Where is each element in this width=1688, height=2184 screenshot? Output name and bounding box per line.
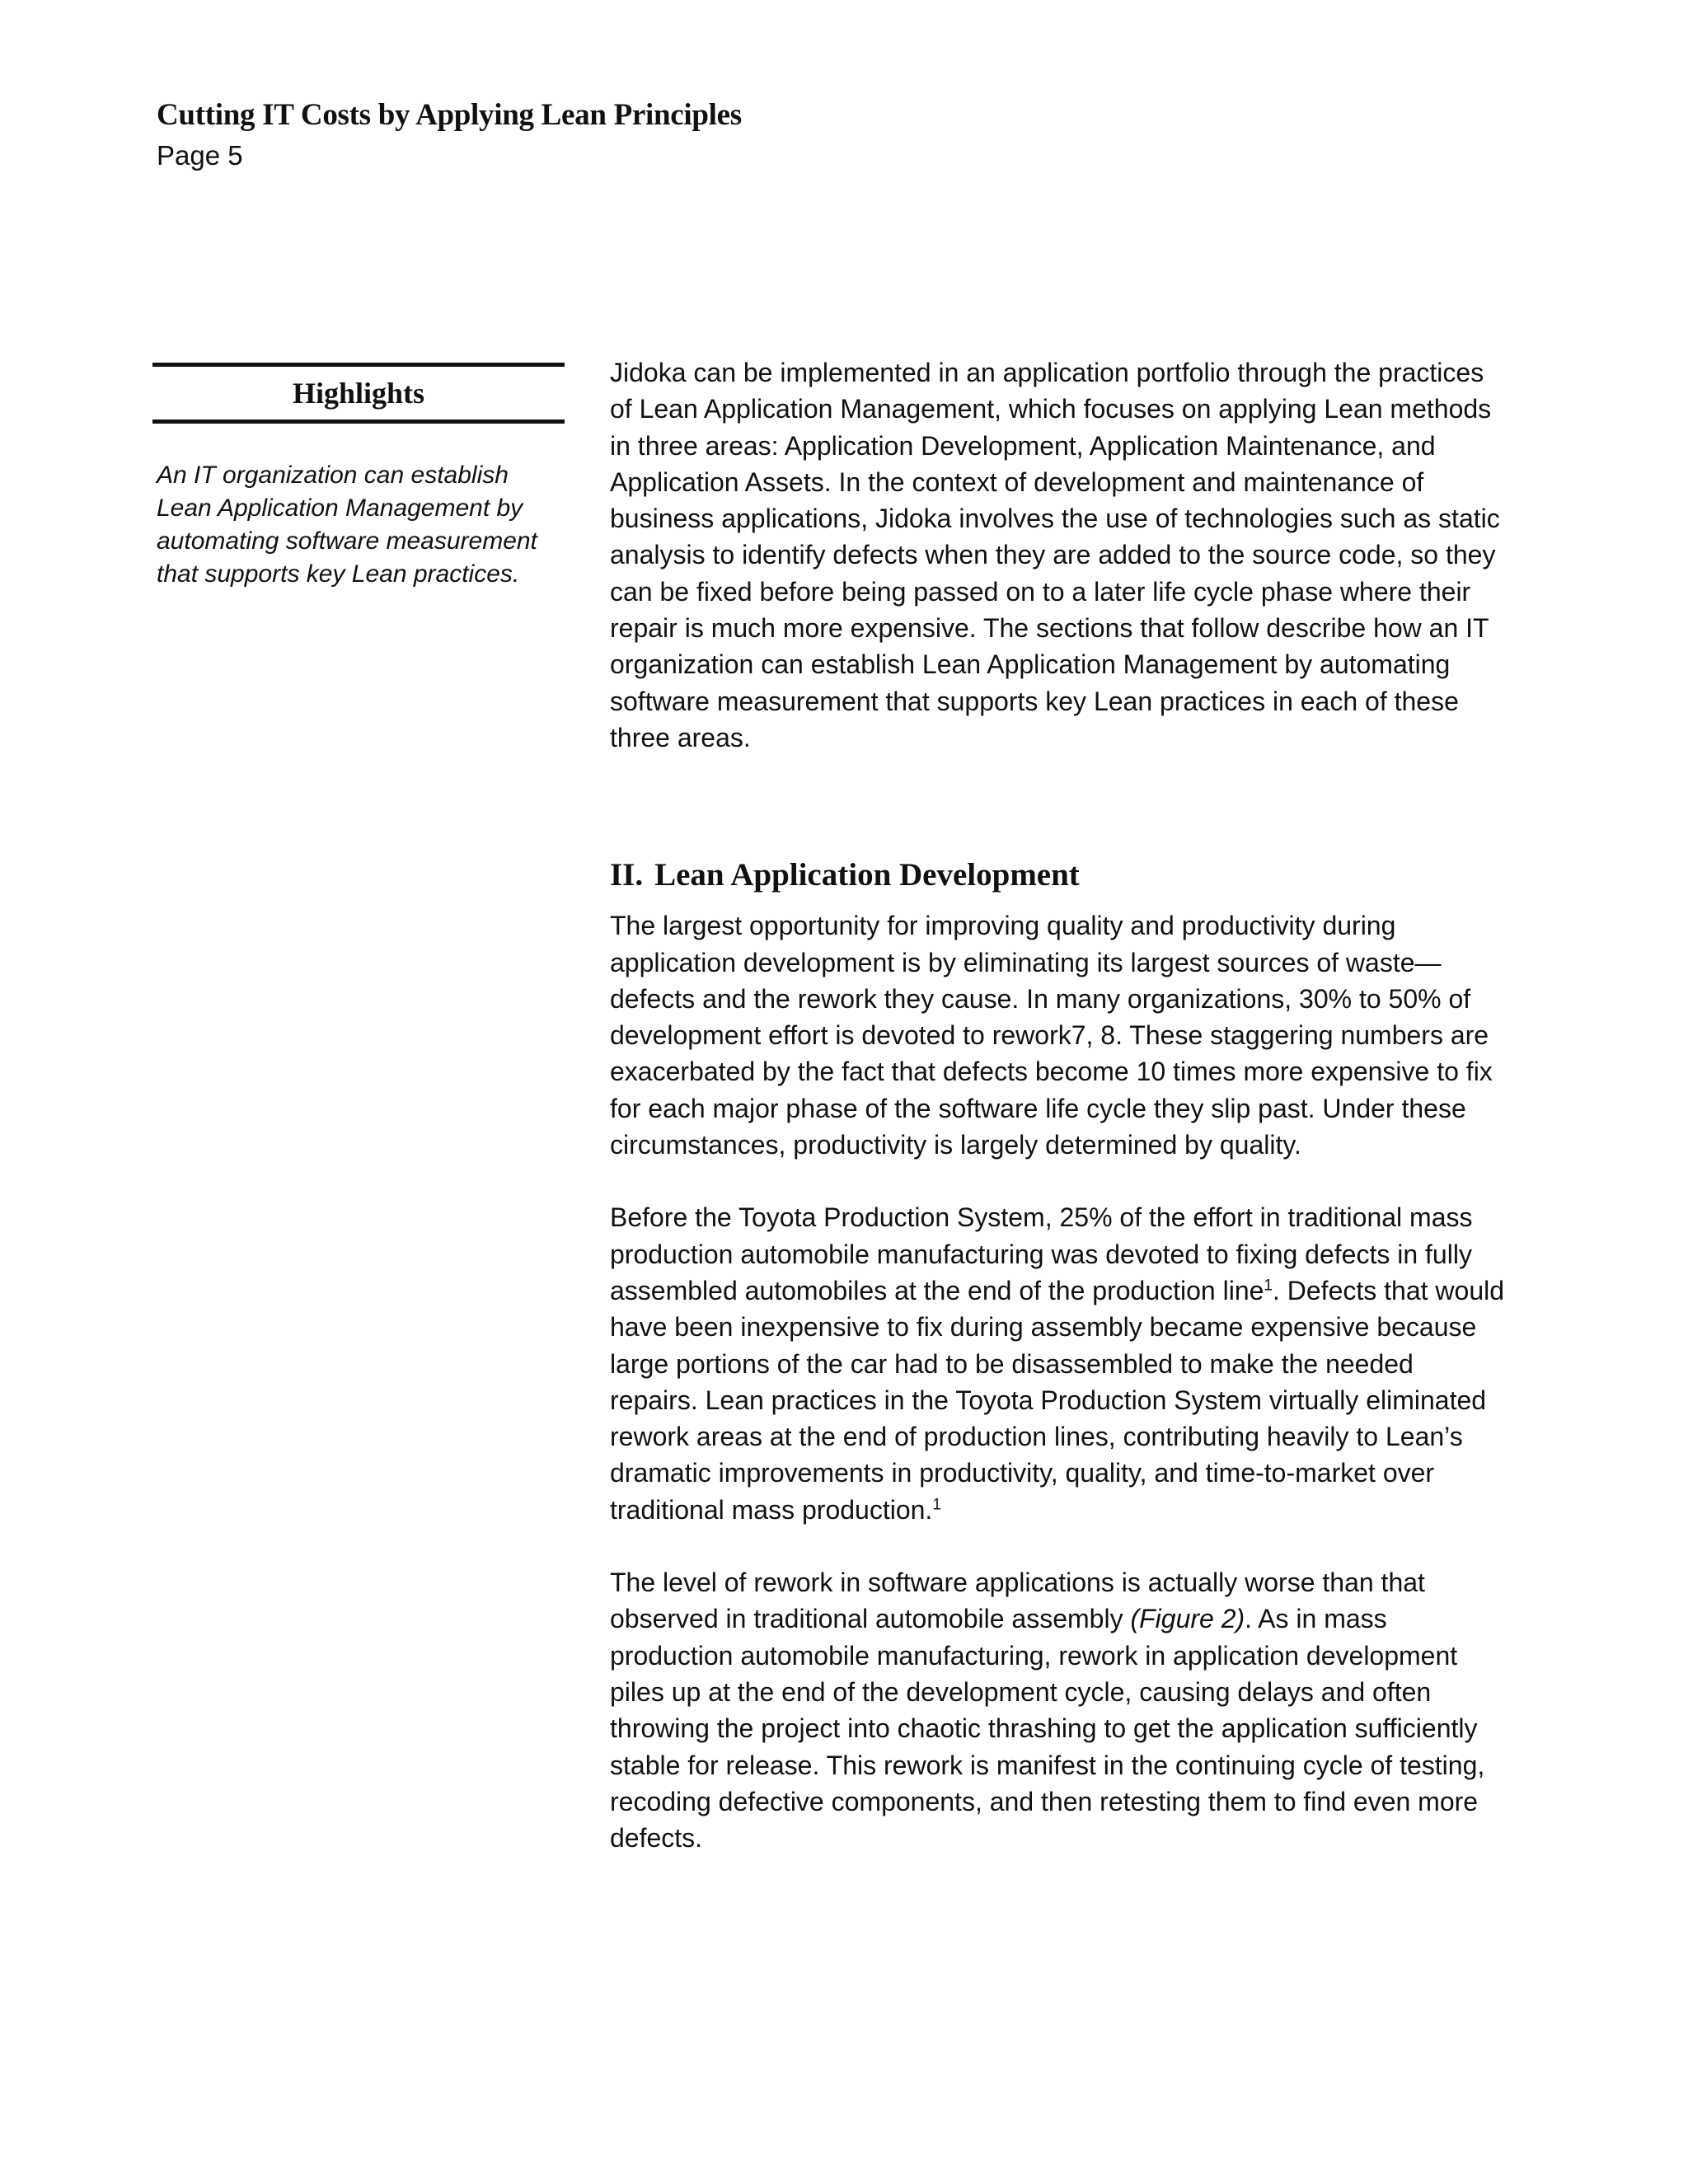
section-title: Lean Application Development — [654, 857, 1080, 893]
body-paragraph-1: The largest opportunity for improving quality and productivity during application development is by eliminating its largest sources of waste—defects and the rework they cause. In many organizations, 30% to 50% of development effort is devoted to rework7, 8. These staggering numbers are exacerbated by the fact that defects become 10 times more expensive to fix for each major phase of the software life cycle they slip past. Under these circumstances, productivity is largely determined by quality. — [610, 911, 1493, 1160]
paragraph-2-text-a: Before the Toyota Production System, 25% of the effort in traditional mass production automobile manufacturing was devoted to fixing defects in fully assembled automobiles at the end of the production line — [610, 1202, 1473, 1305]
highlights-title: Highlights — [292, 377, 425, 410]
main-content — [610, 354, 1508, 1856]
highlights-bottom-rule — [152, 419, 565, 424]
figure-reference: (Figure 2) — [1130, 1604, 1245, 1634]
section-number: II. — [610, 857, 644, 893]
paragraph-2-text-b: . Defects that would have been inexpensive to fix during assembly became expensive because large portions of the car had to be disassembled to make the needed repairs. Lean practices in the Toyota Production System virtually eliminated rework areas at the end of production lines, contributing heavily to Lean’s dramatic improvements in productivity, quality, and time-to-market over traditional mass production. — [610, 1275, 1505, 1525]
highlights-sidebar — [152, 363, 565, 591]
body-paragraph-3 — [610, 1564, 1508, 1856]
footnote-ref-2: 1 — [932, 1496, 941, 1514]
highlights-text: An IT organization can establish Lean Application Management by automating software measurement that supports key Lean practices. — [157, 462, 537, 588]
paragraph-3-text-a: The level of rework in software applications is actually worse than that observed in traditional automobile assembly — [610, 1568, 1425, 1634]
paragraph-3-text-b: . As in mass production automobile manufacturing, rework in application development piles up at the end of the development cycle, causing delays and often throwing the project into chaotic thrashing to get the application sufficiently stable for release. This rework is manifest in the continuing cycle of testing, recoding defective components, and then retesting them to find even more defects. — [610, 1604, 1485, 1854]
page-number: Page 5 — [157, 140, 243, 171]
section-heading — [610, 853, 1508, 898]
body-paragraph-2 — [610, 1199, 1508, 1528]
footnote-ref-1: 1 — [1264, 1277, 1273, 1295]
intro-paragraph: Jidoka can be implemented in an application portfolio through the practices of Lean Application Management, which focuses on applying Lean methods in three areas: Application Development, Application Maintenance, and Application Assets. In the context of development and maintenance of business applications, Jidoka involves the use of technologies such as static analysis to identify defects when they are added to the source code, so they can be fixed before being passed on to a later life cycle phase where their repair is much more expensive. The sections that follow describe how an IT organization can establish Lean Application Management by automating software measurement that supports key Lean practices in each of these three areas. — [610, 358, 1500, 752]
document-title: Cutting IT Costs by Applying Lean Principles — [157, 98, 742, 132]
